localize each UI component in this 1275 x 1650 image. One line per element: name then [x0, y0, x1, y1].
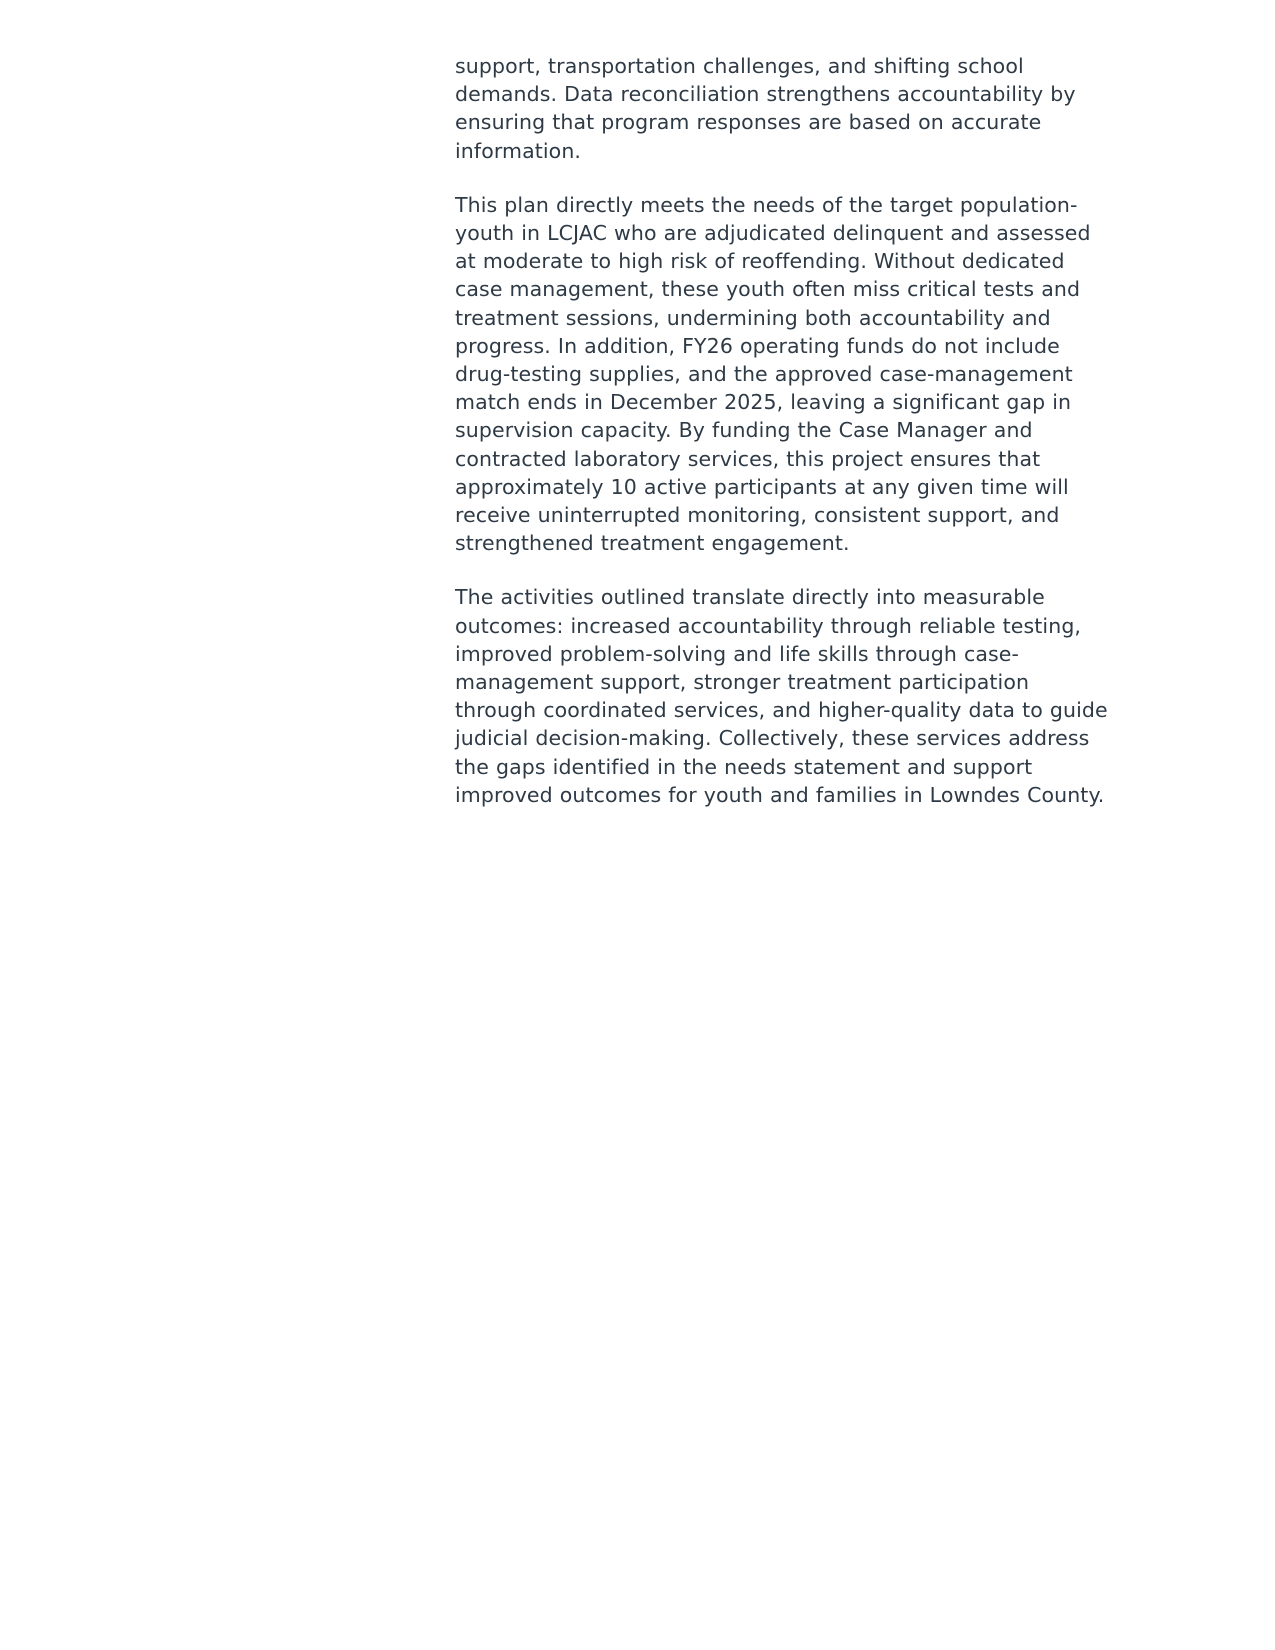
paragraph-continued-needs: support, transportation challenges, and shifting school demands. Data reconciliation strengthens accountability by ensuring that program responses are based on accurate information.: [455, 54, 1076, 163]
document-text-column: [455, 52, 1115, 809]
paragraph-measurable-outcomes: The activities outlined translate directly into measurable outcomes: increased accountability through reliable testing, improved problem-solving and life skills through case-management support, stronger treatment participation through coordinated services, and higher-quality data to guide judicial decision-making. Collectively, these services address the gaps identified in the needs statement and support improved outcomes for youth and families in Lowndes County.: [455, 585, 1108, 807]
paragraph-target-population: This plan directly meets the needs of the target population-youth in LCJAC who are adjudicated delinquent and assessed at moderate to high risk of reoffending. Without dedicated case management, these youth often miss critical tests and treatment sessions, undermining both accountability and progress. In addition, FY26 operating funds do not include drug-testing supplies, and the approved case-management match ends in December 2025, leaving a significant gap in supervision capacity. By funding the Case Manager and contracted laboratory services, this project ensures that approximately 10 active participants at any given time will receive uninterrupted monitoring, consistent support, and strengthened treatment engagement.: [455, 192, 1091, 556]
